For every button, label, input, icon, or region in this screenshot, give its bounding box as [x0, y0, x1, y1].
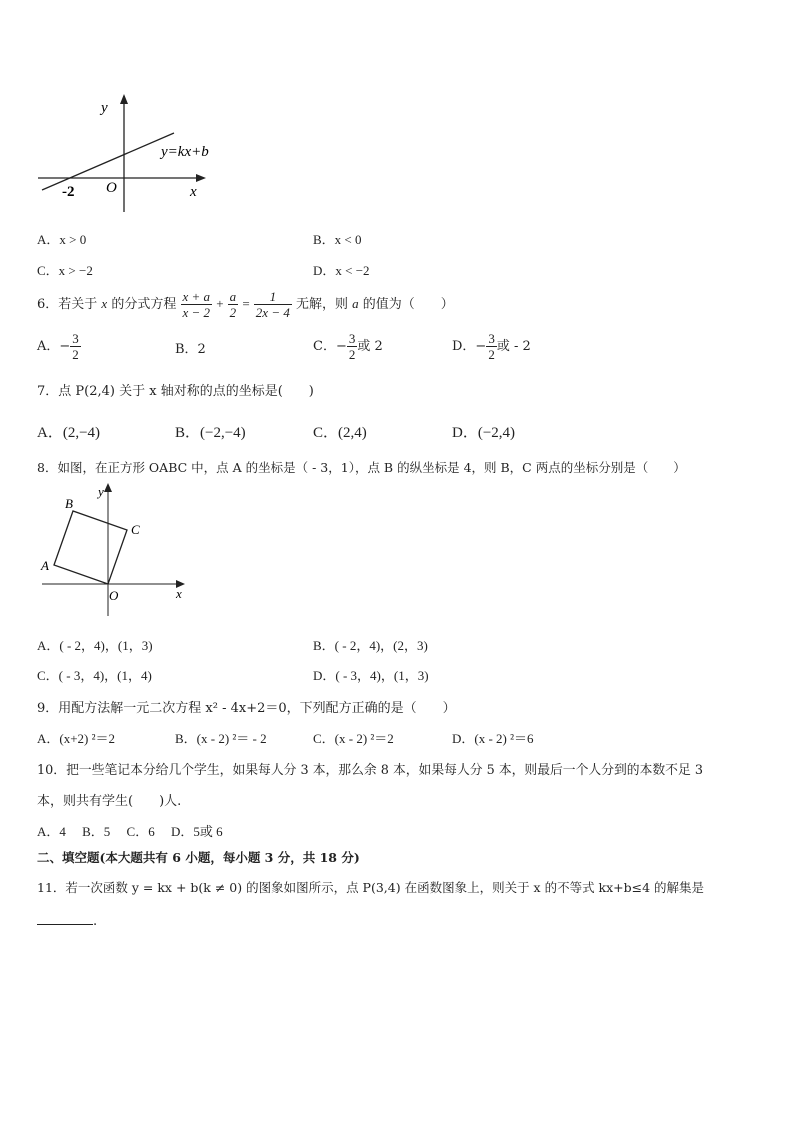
q5-option-d[interactable]: D．x < −2	[313, 263, 370, 278]
x-label: x	[176, 586, 182, 601]
q6-opt-c-suffix: 或 2	[357, 339, 383, 354]
origin-label: O	[106, 180, 117, 196]
q8-option-c[interactable]: C．( - 3，4)，(1，4)	[37, 668, 152, 683]
q7-option-b[interactable]: B．(−2,−4)	[175, 425, 246, 441]
y-label: y	[98, 484, 104, 499]
q6-opt-c-den: 2	[348, 347, 356, 362]
q6-stem	[37, 287, 454, 322]
origin-label: O	[109, 588, 119, 603]
q10-options[interactable]: A．4 B．5 C．6 D．5或 6	[37, 824, 223, 839]
q6-equals: =	[242, 296, 250, 311]
q6-option-d[interactable]	[452, 330, 531, 364]
section-heading: 二、填空题(本大题共有 6 小题，每小题 3 分，共 18 分)	[37, 850, 360, 865]
q7-option-d[interactable]: D．(−2,4)	[452, 425, 516, 441]
intercept-label: -2	[62, 184, 75, 200]
q9-option-c[interactable]: C．(x - 2) ²＝2	[313, 731, 394, 746]
q6-suffix-1: 无解，则	[295, 297, 348, 312]
q6-opt-c-num: 3	[348, 331, 356, 346]
q6-plus: +	[216, 296, 224, 311]
q9-option-a[interactable]: A．(x+2) ²＝2	[37, 731, 116, 746]
q6-fraction-1	[181, 289, 213, 320]
q6-var-a: a	[352, 296, 359, 311]
q6-mid: 的分式方程	[111, 297, 177, 312]
point-a-label: A	[41, 558, 49, 573]
q5-option-b[interactable]: B．x < 0	[313, 232, 362, 247]
q5-option-a[interactable]: A．x > 0	[37, 232, 87, 247]
y-axis-label: y	[101, 100, 108, 116]
q6-opt-a-label: A．−	[37, 339, 71, 354]
q9-option-d[interactable]: D．(x - 2) ²＝6	[452, 731, 534, 746]
q6-f1-den: x − 2	[182, 305, 211, 320]
square-oabc-graph	[36, 480, 192, 622]
q9-option-b[interactable]: B．(x - 2) ²＝ - 2	[175, 731, 267, 746]
q6-fraction-3	[254, 289, 292, 320]
y-axis-arrow-icon	[104, 483, 112, 492]
q6-opt-a-den: 2	[72, 347, 79, 362]
q6-opt-d-frac	[486, 331, 497, 362]
q5-option-c[interactable]: C．x > −2	[37, 263, 93, 278]
q6-f1-num: x + a	[182, 289, 211, 304]
q7-option-a[interactable]: A．(2,−4)	[37, 425, 101, 441]
line-label: y=kx+b	[161, 144, 209, 160]
x-axis-arrow-icon	[196, 174, 206, 182]
q6-f2-num: a	[229, 289, 237, 304]
q6-opt-c-label: C．−	[313, 339, 347, 354]
q11-answer-blank[interactable]	[37, 924, 93, 925]
q7-stem: 7．点 P(2,4) 关于 x 轴对称的点的坐标是( )	[37, 384, 314, 399]
q6-opt-a-frac	[70, 331, 81, 362]
q6-opt-a-num: 3	[72, 331, 79, 346]
q6-opt-d-suffix: 或 - 2	[496, 339, 531, 354]
q6-option-b[interactable]: B．2	[175, 342, 206, 357]
q7-option-c[interactable]: C．(2,4)	[313, 425, 367, 441]
point-b-label: B	[65, 496, 73, 511]
q6-option-c[interactable]	[313, 330, 383, 364]
q8-stem: 8．如图，在正方形 OABC 中，点 A 的坐标是（ - 3，1），点 B 的纵坐标是 4，则 B，C 两点的坐标分别是（ ）	[37, 460, 686, 475]
point-c-label: C	[131, 522, 140, 537]
q10-stem-line-2: 本，则共有学生( )人.	[37, 794, 182, 809]
q8-option-d[interactable]: D．( - 3，4)，(1，3)	[313, 668, 429, 683]
q9-stem: 9．用配方法解一元二次方程 x² - 4x+2＝0，下列配方正确的是（ ）	[37, 701, 456, 716]
q8-option-b[interactable]: B．( - 2，4)，(2，3)	[313, 638, 428, 653]
q6-var-x: x	[101, 296, 108, 311]
q6-option-a[interactable]	[37, 330, 81, 364]
y-axis-arrow-icon	[120, 94, 128, 104]
q8-option-a[interactable]: A．( - 2，4)，(1，3)	[37, 638, 153, 653]
q6-f3-den: 2x − 4	[255, 305, 290, 320]
q6-suffix-2: 的值为（ ）	[362, 297, 454, 312]
q6-opt-c-frac	[347, 331, 358, 362]
x-axis-label: x	[190, 184, 197, 200]
q6-f3-num: 1	[254, 289, 292, 305]
q6-f2-den: 2	[229, 305, 237, 320]
q10-stem-line-1: 10．把一些笔记本分给几个学生，如果每人分 3 本，那么余 8 本，如果每人分 5 本，则最后一个人分到的本数不足 3	[37, 763, 703, 778]
q11-end: .	[93, 914, 98, 929]
q6-opt-d-den: 2	[488, 347, 495, 362]
q6-opt-d-label: D．−	[452, 339, 487, 354]
q6-opt-d-num: 3	[488, 331, 495, 346]
q11-stem: 11．若一次函数 y = kx + b(k ≠ 0) 的图象如图所示，点 P(3,4) 在函数图象上，则关于 x 的不等式 kx+b≤4 的解集是	[37, 880, 705, 895]
q6-prefix: 6．若关于	[37, 297, 98, 312]
q11-answer	[37, 914, 97, 929]
q6-fraction-2	[228, 289, 239, 320]
linear-function-graph	[34, 90, 234, 215]
square-shape	[54, 511, 127, 584]
